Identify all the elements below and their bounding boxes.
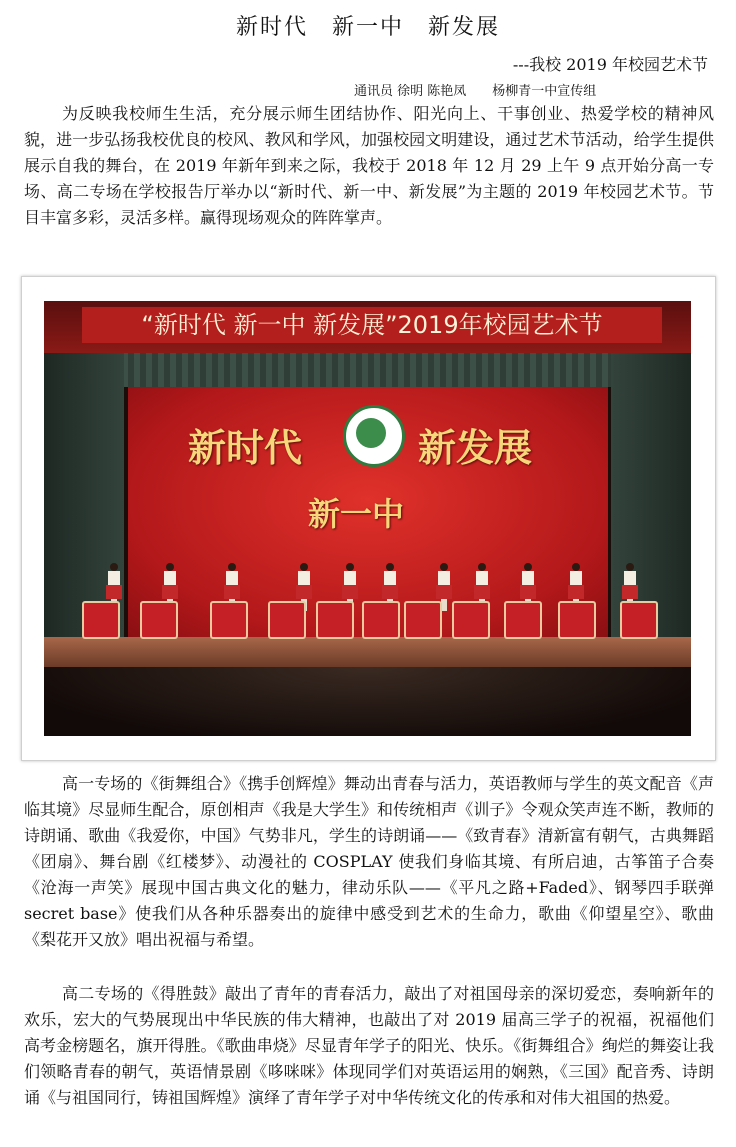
stage-backdrop <box>128 387 608 637</box>
backdrop-text-left: 新时代 <box>188 425 303 470</box>
drum <box>316 601 354 639</box>
paragraph-intro: 为反映我校师生生活，充分展示师生团结协作、阳光向上、干事创业、热爱学校的精神风貌，进一步弘扬我校优良的校风、教风和学风，加强校园文明建设，通过艺术节活动，给学生提供展示自我的舞台，在 2019 年新年到来之际，我校于 2018 年 12 月 29 上午 9 点开始分高一专场、高二专场在学校报告厅举办以“新时代、新一中、新发展”为主题的 2019 年校园艺术节。节目丰富多彩，灵活多样。赢得现场观众的阵阵掌声。 <box>24 104 714 227</box>
stage-floor <box>44 637 691 667</box>
event-photo-frame <box>21 276 716 761</box>
drum <box>558 601 596 639</box>
paragraph-grade1: 高一专场的《街舞组合》《携手创辉煌》舞动出青春与活力，英语教师与学生的英文配音《声临其境》尽显师生配合，原创相声《我是大学生》和传统相声《训子》令观众笑声连不断，教师的诗朗诵、歌曲《我爱你，中国》气势非凡，学生的诗朗诵——《致青春》清新富有朝气，古典舞蹈《团扇》、舞台剧《红楼梦》、动漫社的 COSPLAY 使我们身临其境、有所启迪，古筝笛子合奏《沧海一声笑》展现中国古典文化的魅力，律动乐队——《平凡之路+Faded》、钢琴四手联弹 secret base》使我们从各种乐器奏出的旋律中感受到艺术的生命力，歌曲《仰望星空》、歌曲《梨花开又放》唱出祝福与希望。 <box>24 774 714 949</box>
drum <box>268 601 306 639</box>
drum <box>210 601 248 639</box>
article-subtitle: ---我校 2019 年校园艺术节 <box>512 55 708 74</box>
drum <box>504 601 542 639</box>
audience-silhouettes <box>44 667 691 736</box>
drum <box>620 601 658 639</box>
stage-curtain <box>44 353 691 387</box>
backdrop-text-right: 新发展 <box>418 425 533 470</box>
backdrop-text-center: 新一中 <box>308 495 405 533</box>
drum <box>82 601 120 639</box>
school-logo <box>343 405 405 467</box>
stage-banner-text: “新时代 新一中 新发展”2019年校园艺术节 <box>82 307 662 343</box>
article-byline: 通讯员 徐明 陈艳凤 杨柳青一中宣传组 <box>354 84 597 99</box>
drum <box>362 601 400 639</box>
event-photo <box>44 301 691 736</box>
stage-banner <box>44 301 691 353</box>
article-title: 新时代 新一中 新发展 <box>235 15 500 40</box>
drum <box>404 601 442 639</box>
paragraph-grade2: 高二专场的《得胜鼓》敲出了青年的青春活力，敲出了对祖国母亲的深切爱恋，奏响新年的欢乐，宏大的气势展现出中华民族的伟大精神，也敲出了对 2019 届高三学子的祝福，祝福他们高考金榜题名，旗开得胜。《歌曲串烧》尽显青年学子的阳光、快乐。《街舞组合》绚烂的舞姿让我们领略青春的朝气，英语情景剧《哆咪咪》体现同学们对英语运用的娴熟，《三国》配音秀、诗朗诵《与祖国同行，铸祖国辉煌》演绎了青年学子对中华传统文化的传承和对伟大祖国的热爱。 <box>24 984 714 1107</box>
drum <box>452 601 490 639</box>
drum <box>140 601 178 639</box>
